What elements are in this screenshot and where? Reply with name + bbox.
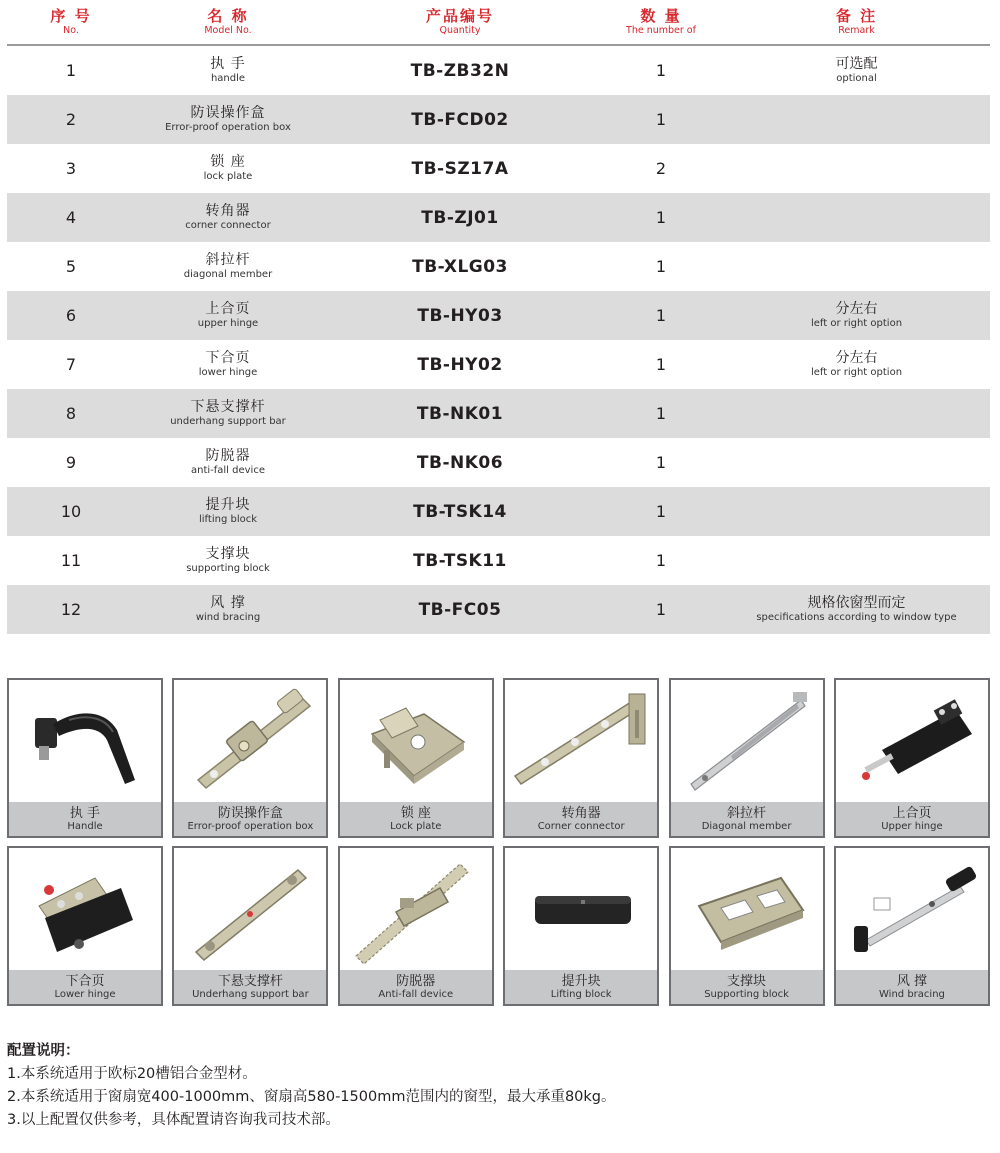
row-qty: 1 [655,502,667,521]
row-no-cell [7,110,135,129]
row-name-en: lower hinge [198,367,258,378]
row-name-zh: 下悬支撑杆 [190,399,266,415]
row-name-cell [135,595,321,624]
row-qty-cell [599,159,723,178]
row-name-en: anti-fall device [190,465,265,476]
row-name-cell [135,154,321,183]
row-code-cell [321,551,599,571]
row-code: TB-TSK11 [413,550,507,571]
gallery-card-corner-connector [503,678,659,838]
note-line-2: 2.本系统适用于窗扇宽400-1000mm、窗扇高580-1500mm范围内的窗型，最大承重80kg。 [7,1089,616,1105]
row-name-en: Error-proof operation box [165,122,291,133]
row-no: 12 [60,600,82,619]
table-row [7,144,990,193]
supporting-block-icon [671,848,823,970]
gallery-caption: 斜拉杆 Diagonal member [671,802,823,836]
parts-table [7,0,990,634]
row-remark-zh: 规格依窗型而定 [807,595,906,611]
row-name-cell [135,56,321,85]
row-code: TB-HY02 [417,354,503,375]
gallery-card-handle [7,678,163,838]
row-code-cell [321,404,599,424]
row-qty-cell [599,551,723,570]
table-row [7,46,990,95]
row-remark-en: optional [836,73,877,84]
row-qty-cell [599,453,723,472]
row-name-cell [135,350,321,379]
notes-title: 配置说明： [7,1043,80,1059]
wind-bracing-icon [836,848,988,970]
gallery-caption: 支撑块 Supporting block [671,970,823,1004]
row-name-en: upper hinge [197,318,259,329]
row-qty: 1 [655,306,667,325]
row-no: 8 [65,404,77,423]
lifting-block-icon [505,848,657,970]
table-row [7,340,990,389]
table-row [7,438,990,487]
row-no-cell [7,208,135,227]
row-qty-cell [599,355,723,374]
header-name: 名 称 Model No. [204,7,252,36]
row-name-zh: 风 撑 [210,595,246,611]
row-qty: 1 [655,355,667,374]
gallery-caption: 转角器 Corner connector [505,802,657,836]
row-remark-en: left or right option [810,367,903,378]
row-remark-en: left or right option [810,318,903,329]
row-qty: 1 [655,208,667,227]
row-qty-cell [599,306,723,325]
row-no-cell [7,404,135,423]
row-code-cell [321,208,599,228]
table-row [7,487,990,536]
lock-plate-icon [340,680,492,802]
row-code-cell [321,110,599,130]
row-qty-cell [599,208,723,227]
gallery-caption: 风 撑 Wind bracing [836,970,988,1004]
gallery-caption: 执 手 Handle [9,802,161,836]
row-name-zh: 执 手 [210,56,246,72]
table-row [7,291,990,340]
row-name-zh: 支撑块 [205,546,251,562]
header-remark: 备 注 Remark [835,7,878,36]
upper-hinge-icon [836,680,988,802]
row-no: 1 [65,61,77,80]
row-code-cell [321,61,599,81]
row-qty: 1 [655,61,667,80]
gallery-caption: 防脱器 Anti-fall device [340,970,492,1004]
row-code: TB-XLG03 [412,256,508,277]
row-no: 5 [65,257,77,276]
row-qty: 1 [655,551,667,570]
row-name-en: diagonal member [183,269,273,280]
row-code-cell [321,159,599,179]
row-name-zh: 锁 座 [210,154,246,170]
row-code: TB-NK01 [416,403,504,424]
gallery-card-wind-bracing [834,846,990,1006]
gallery-card-lock-plate [338,678,494,838]
row-qty-cell [599,61,723,80]
row-name-en: lock plate [203,171,253,182]
row-code: TB-ZB32N [410,60,510,81]
gallery-caption: 下悬支撑杆 Underhang support bar [174,970,326,1004]
row-qty-cell [599,600,723,619]
row-code: TB-HY03 [417,305,503,326]
row-name-en: handle [210,73,246,84]
row-remark-cell [723,56,990,85]
row-remark-zh: 分左右 [835,301,878,317]
table-row [7,389,990,438]
corner-connector-icon [505,680,657,802]
product-gallery [7,678,990,1014]
row-no-cell [7,453,135,472]
row-name-zh: 下合页 [205,350,251,366]
header-qty: 数 量 The number of [626,7,696,36]
row-name-en: corner connector [185,220,271,231]
row-name-zh: 斜拉杆 [205,252,251,268]
table-header [7,0,990,46]
row-qty: 1 [655,257,667,276]
row-name-zh: 提升块 [205,497,251,513]
row-no: 10 [60,502,82,521]
row-name-cell [135,203,321,232]
anti-fall-icon [340,848,492,970]
row-no: 2 [65,110,77,129]
configuration-notes [7,1040,987,1132]
gallery-caption: 上合页 Upper hinge [836,802,988,836]
row-code: TB-NK06 [416,452,504,473]
row-code-cell [321,600,599,620]
row-no-cell [7,257,135,276]
row-no-cell [7,355,135,374]
row-remark-cell [723,301,990,330]
gallery-card-support-bar [172,846,328,1006]
row-name-en: wind bracing [195,612,261,623]
row-name-cell [135,546,321,575]
table-row [7,585,990,634]
row-code: TB-TSK14 [413,501,507,522]
row-name-zh: 防脱器 [205,448,251,464]
row-code-cell [321,502,599,522]
row-name-en: supporting block [186,563,270,574]
row-no: 9 [65,453,77,472]
row-code-cell [321,453,599,473]
row-code: TB-FCD02 [411,109,509,130]
row-name-zh: 上合页 [205,301,251,317]
row-no: 7 [65,355,77,374]
row-name-cell [135,399,321,428]
handle-icon [9,680,161,802]
row-code: TB-ZJ01 [421,207,499,228]
row-qty: 1 [655,110,667,129]
table-row [7,95,990,144]
row-code-cell [321,306,599,326]
diagonal-member-icon [671,680,823,802]
row-code-cell [321,257,599,277]
note-line-3: 3.以上配置仅供参考，具体配置请咨询我司技术部。 [7,1112,340,1128]
row-remark-cell [723,595,990,624]
note-line-1: 1.本系统适用于欧标20槽铝合金型材。 [7,1066,257,1082]
support-bar-icon [174,848,326,970]
gallery-card-supporting-block [669,846,825,1006]
table-row [7,193,990,242]
row-code-cell [321,355,599,375]
row-qty-cell [599,404,723,423]
row-name-zh: 防误操作盒 [190,105,266,121]
row-no-cell [7,502,135,521]
row-qty: 1 [655,453,667,472]
row-qty-cell [599,502,723,521]
row-no-cell [7,159,135,178]
table-row [7,536,990,585]
gallery-row-2 [7,846,990,1006]
row-code: TB-FC05 [418,599,502,620]
row-no-cell [7,600,135,619]
row-no-cell [7,306,135,325]
gallery-caption: 防误操作盒 Error-proof operation box [174,802,326,836]
gallery-card-anti-fall [338,846,494,1006]
row-name-zh: 转角器 [205,203,251,219]
gallery-card-upper-hinge [834,678,990,838]
error-proof-box-icon [174,680,326,802]
row-qty: 1 [655,404,667,423]
gallery-card-lower-hinge [7,846,163,1006]
row-code: TB-SZ17A [411,158,509,179]
row-name-cell [135,497,321,526]
row-name-cell [135,301,321,330]
row-name-cell [135,252,321,281]
row-no: 11 [60,551,82,570]
table-body [7,46,990,634]
header-no: 序 号 No. [50,7,92,36]
row-qty: 2 [655,159,667,178]
gallery-card-lifting-block [503,846,659,1006]
gallery-caption: 下合页 Lower hinge [9,970,161,1004]
row-remark-en: specifications according to window type [756,612,957,623]
row-qty-cell [599,110,723,129]
row-remark-zh: 可选配 [835,56,878,72]
row-no-cell [7,61,135,80]
gallery-caption: 提升块 Lifting block [505,970,657,1004]
gallery-row-1 [7,678,990,838]
row-no: 3 [65,159,77,178]
row-no: 4 [65,208,77,227]
row-name-cell [135,448,321,477]
gallery-card-diagonal-member [669,678,825,838]
row-qty-cell [599,257,723,276]
row-name-cell [135,105,321,134]
lower-hinge-icon [9,848,161,970]
header-code: 产品编号 Quantity [425,7,494,36]
row-name-en: lifting block [199,514,257,525]
row-no: 6 [65,306,77,325]
row-remark-cell [723,350,990,379]
gallery-card-error-proof-box [172,678,328,838]
row-remark-zh: 分左右 [835,350,878,366]
row-qty: 1 [655,600,667,619]
row-no-cell [7,551,135,570]
table-row [7,242,990,291]
gallery-caption: 锁 座 Lock plate [340,802,492,836]
row-name-en: underhang support bar [170,416,286,427]
